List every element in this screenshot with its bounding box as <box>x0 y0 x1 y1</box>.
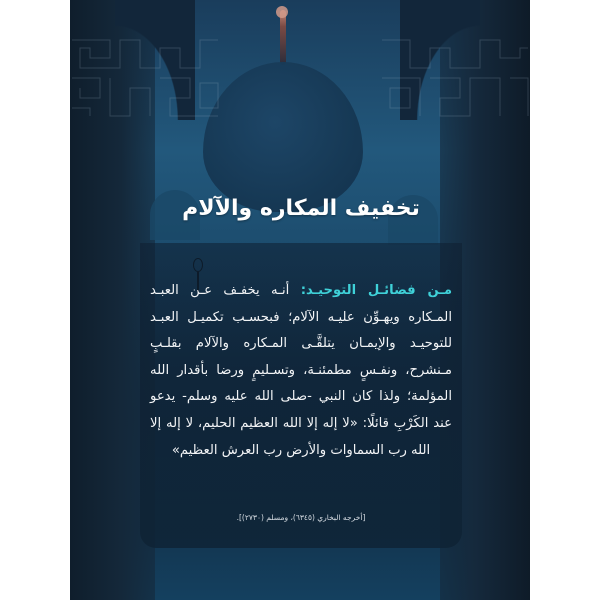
body-paragraph <box>150 278 452 464</box>
hadith-citation: [أخرجه البخاري (٦٣٤٥)، ومسلم (٢٧٣٠)]. <box>236 513 366 522</box>
poster <box>70 0 530 600</box>
dome-finial-icon <box>280 10 286 65</box>
poster-title: تخفيف المكاره والآلام <box>182 196 420 221</box>
kufic-pattern-icon <box>380 38 530 118</box>
crescent-icon <box>276 6 288 18</box>
kufic-pattern-icon <box>70 38 220 118</box>
mosque-dome-icon <box>203 62 363 212</box>
body-highlight: مـن فضائـل التوحيـد: <box>300 283 452 298</box>
body-text: أنـه يخفـف عـن العبـد المـكاره ويهـوِّن عليـه الآلام؛ فبحسـب تكميـل العبـد للتوحيـد والإيمـان يتلقَّـى المـكاره والآلام بقلـبٍ مـنشرح، ونفـسٍ مطمئنـة، وتسـليمٍ ورضا بأقدار الله المؤلمة؛ ولذا كان النبي -صلى الله عليه وسلم- يدعو عند الكَرْبِ قائلًا: «لا إله إلا الله العظيم الحليم، لا إله إلا الله رب السماوات والأرض رب العرش العظيم» <box>150 283 452 458</box>
